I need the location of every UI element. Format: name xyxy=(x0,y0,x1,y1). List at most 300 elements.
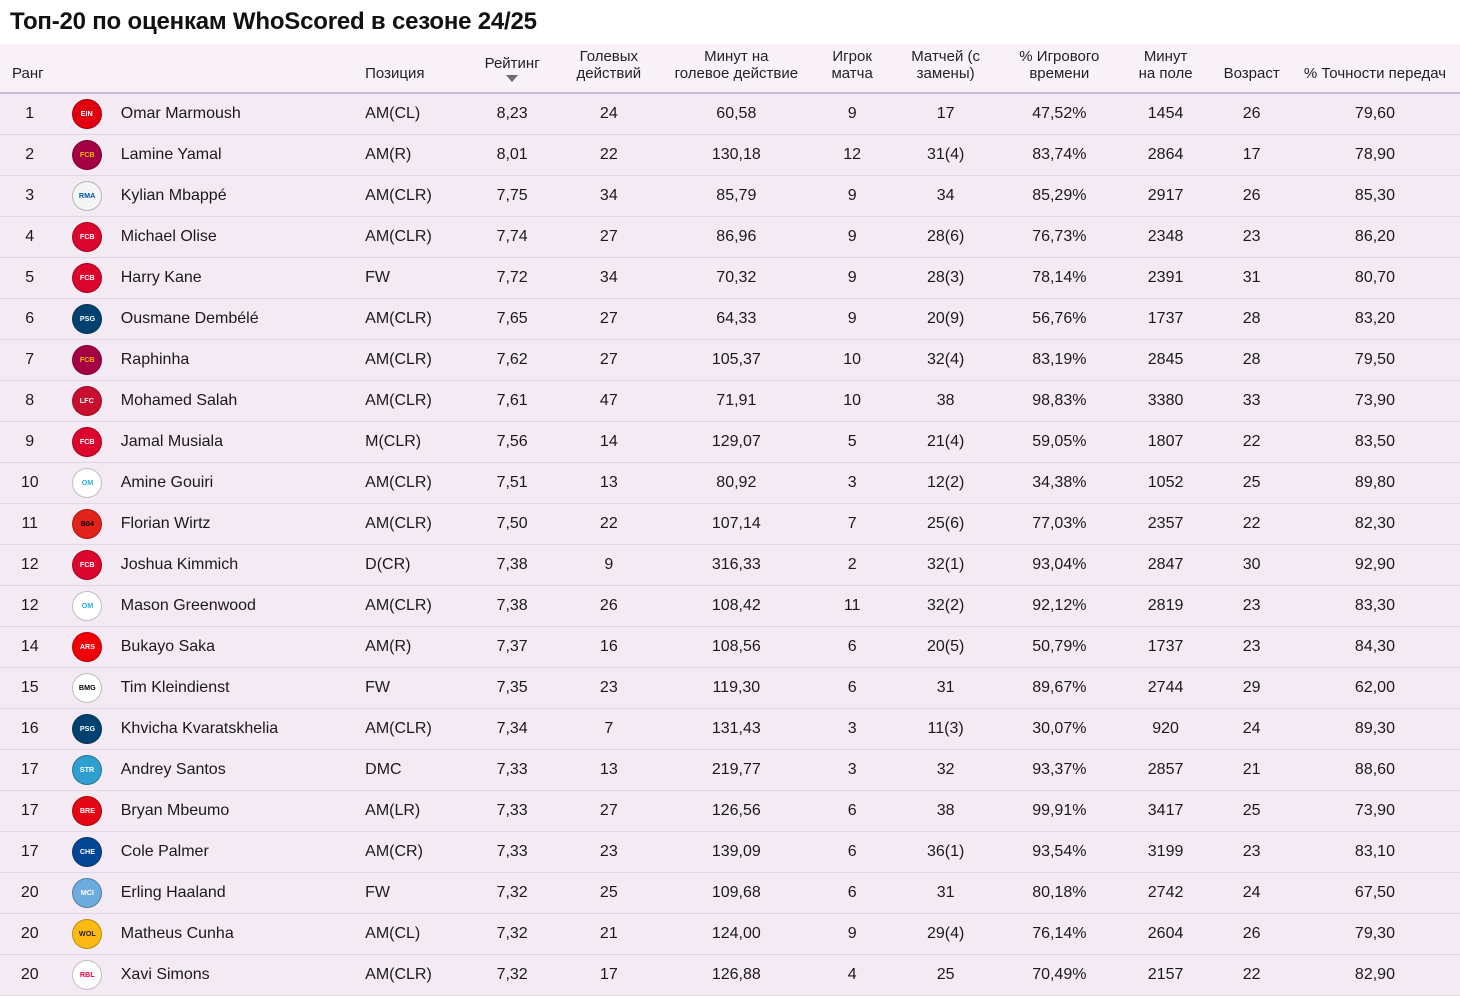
club-crest-icon: LFC xyxy=(60,381,115,422)
cell-goal-actions: 22 xyxy=(559,504,659,545)
cell-pass-accuracy: 88,60 xyxy=(1290,750,1460,791)
cell-rating: 7,56 xyxy=(465,422,559,463)
cell-goal-actions: 27 xyxy=(559,217,659,258)
cell-rating: 7,32 xyxy=(465,914,559,955)
club-crest-icon: OM xyxy=(60,463,115,504)
cell-minutes: 1052 xyxy=(1118,463,1214,504)
cell-position: AM(CLR) xyxy=(359,176,465,217)
cell-rating: 8,01 xyxy=(465,135,559,176)
cell-position: AM(CLR) xyxy=(359,381,465,422)
cell-playtime: 30,07% xyxy=(1001,709,1118,750)
cell-minutes: 1737 xyxy=(1118,299,1214,340)
cell-minutes-per-action: 126,88 xyxy=(659,955,814,996)
cell-rating: 7,38 xyxy=(465,586,559,627)
cell-goal-actions: 27 xyxy=(559,299,659,340)
cell-playtime: 76,73% xyxy=(1001,217,1118,258)
cell-goal-actions: 27 xyxy=(559,791,659,832)
cell-position: AM(CLR) xyxy=(359,463,465,504)
cell-playtime: 50,79% xyxy=(1001,627,1118,668)
club-crest-icon: MCI xyxy=(60,873,115,914)
cell-pass-accuracy: 83,20 xyxy=(1290,299,1460,340)
cell-age: 26 xyxy=(1213,93,1290,135)
cell-age: 23 xyxy=(1213,217,1290,258)
cell-position: D(CR) xyxy=(359,545,465,586)
table-row[interactable] xyxy=(0,791,1460,832)
cell-motm: 6 xyxy=(814,668,891,709)
cell-minutes: 2348 xyxy=(1118,217,1214,258)
cell-player-name: Khvicha Kvaratskhelia xyxy=(115,709,359,750)
cell-rank: 17 xyxy=(0,832,60,873)
table-row[interactable] xyxy=(0,627,1460,668)
cell-motm: 10 xyxy=(814,340,891,381)
cell-playtime: 47,52% xyxy=(1001,93,1118,135)
cell-pass-accuracy: 83,50 xyxy=(1290,422,1460,463)
cell-position: AM(R) xyxy=(359,135,465,176)
cell-minutes: 2391 xyxy=(1118,258,1214,299)
cell-goal-actions: 14 xyxy=(559,422,659,463)
cell-minutes-per-action: 86,96 xyxy=(659,217,814,258)
cell-minutes-per-action: 107,14 xyxy=(659,504,814,545)
cell-goal-actions: 7 xyxy=(559,709,659,750)
cell-age: 25 xyxy=(1213,463,1290,504)
cell-motm: 10 xyxy=(814,381,891,422)
cell-rank: 17 xyxy=(0,750,60,791)
cell-motm: 9 xyxy=(814,176,891,217)
cell-minutes: 2357 xyxy=(1118,504,1214,545)
cell-minutes: 1807 xyxy=(1118,422,1214,463)
table-row[interactable] xyxy=(0,299,1460,340)
club-crest-icon: FCB xyxy=(60,545,115,586)
cell-pass-accuracy: 79,30 xyxy=(1290,914,1460,955)
cell-age: 23 xyxy=(1213,586,1290,627)
cell-motm: 9 xyxy=(814,217,891,258)
column-header-crest xyxy=(60,44,115,93)
cell-rating: 7,35 xyxy=(465,668,559,709)
cell-motm: 7 xyxy=(814,504,891,545)
cell-minutes-per-action: 131,43 xyxy=(659,709,814,750)
cell-pass-accuracy: 84,30 xyxy=(1290,627,1460,668)
cell-player-name: Amine Gouiri xyxy=(115,463,359,504)
cell-position: AM(CLR) xyxy=(359,504,465,545)
table-row[interactable] xyxy=(0,135,1460,176)
cell-minutes: 2604 xyxy=(1118,914,1214,955)
cell-age: 31 xyxy=(1213,258,1290,299)
cell-pass-accuracy: 73,90 xyxy=(1290,791,1460,832)
table-row[interactable] xyxy=(0,422,1460,463)
cell-rating: 7,34 xyxy=(465,709,559,750)
column-header-playtime-line2: времени xyxy=(1029,65,1090,82)
cell-pass-accuracy: 89,80 xyxy=(1290,463,1460,504)
cell-minutes-per-action: 130,18 xyxy=(659,135,814,176)
cell-rank: 9 xyxy=(0,422,60,463)
column-header-motm[interactable] xyxy=(814,44,891,93)
cell-rank: 6 xyxy=(0,299,60,340)
cell-rank: 16 xyxy=(0,709,60,750)
table-body xyxy=(0,93,1460,996)
cell-pass-accuracy: 73,90 xyxy=(1290,381,1460,422)
table-row[interactable] xyxy=(0,832,1460,873)
cell-player-name: Raphinha xyxy=(115,340,359,381)
cell-playtime: 83,19% xyxy=(1001,340,1118,381)
cell-rating: 7,72 xyxy=(465,258,559,299)
cell-pass-accuracy: 79,50 xyxy=(1290,340,1460,381)
table-row[interactable] xyxy=(0,668,1460,709)
cell-age: 24 xyxy=(1213,873,1290,914)
cell-minutes-per-action: 126,56 xyxy=(659,791,814,832)
cell-motm: 9 xyxy=(814,93,891,135)
cell-pass-accuracy: 80,70 xyxy=(1290,258,1460,299)
cell-age: 26 xyxy=(1213,914,1290,955)
club-crest-icon: BMG xyxy=(60,668,115,709)
table-row[interactable] xyxy=(0,873,1460,914)
cell-rank: 20 xyxy=(0,873,60,914)
cell-position: DMC xyxy=(359,750,465,791)
cell-minutes: 2742 xyxy=(1118,873,1214,914)
cell-player-name: Lamine Yamal xyxy=(115,135,359,176)
cell-goal-actions: 24 xyxy=(559,93,659,135)
cell-player-name: Mohamed Salah xyxy=(115,381,359,422)
club-crest-icon: CHE xyxy=(60,832,115,873)
cell-age: 30 xyxy=(1213,545,1290,586)
cell-rank: 3 xyxy=(0,176,60,217)
cell-apps: 32(2) xyxy=(890,586,1001,627)
table-header xyxy=(0,44,1460,93)
cell-motm: 6 xyxy=(814,791,891,832)
column-header-rating-label: Рейтинг xyxy=(484,55,540,72)
cell-apps: 28(6) xyxy=(890,217,1001,258)
cell-age: 24 xyxy=(1213,709,1290,750)
cell-player-name: Bryan Mbeumo xyxy=(115,791,359,832)
column-header-pass-accuracy[interactable]: % Точности передач xyxy=(1290,44,1460,93)
cell-minutes: 2157 xyxy=(1118,955,1214,996)
cell-minutes-per-action: 316,33 xyxy=(659,545,814,586)
cell-player-name: Tim Kleindienst xyxy=(115,668,359,709)
table-row[interactable] xyxy=(0,504,1460,545)
cell-playtime: 92,12% xyxy=(1001,586,1118,627)
cell-position: AM(CL) xyxy=(359,914,465,955)
cell-apps: 36(1) xyxy=(890,832,1001,873)
club-crest-icon: BRE xyxy=(60,791,115,832)
cell-motm: 6 xyxy=(814,627,891,668)
column-header-position[interactable]: Позиция xyxy=(359,44,465,93)
cell-apps: 32 xyxy=(890,750,1001,791)
cell-player-name: Harry Kane xyxy=(115,258,359,299)
cell-pass-accuracy: 92,90 xyxy=(1290,545,1460,586)
cell-position: AM(CLR) xyxy=(359,340,465,381)
cell-minutes: 2819 xyxy=(1118,586,1214,627)
cell-minutes-per-action: 71,91 xyxy=(659,381,814,422)
cell-goal-actions: 25 xyxy=(559,873,659,914)
cell-player-name: Mason Greenwood xyxy=(115,586,359,627)
cell-apps: 34 xyxy=(890,176,1001,217)
cell-age: 26 xyxy=(1213,176,1290,217)
cell-rank: 2 xyxy=(0,135,60,176)
cell-pass-accuracy: 82,90 xyxy=(1290,955,1460,996)
cell-playtime: 34,38% xyxy=(1001,463,1118,504)
cell-playtime: 99,91% xyxy=(1001,791,1118,832)
cell-rating: 7,33 xyxy=(465,832,559,873)
cell-rating: 7,62 xyxy=(465,340,559,381)
table-row[interactable] xyxy=(0,340,1460,381)
cell-minutes: 2917 xyxy=(1118,176,1214,217)
cell-minutes-per-action: 129,07 xyxy=(659,422,814,463)
cell-position: M(CLR) xyxy=(359,422,465,463)
cell-apps: 11(3) xyxy=(890,709,1001,750)
cell-goal-actions: 13 xyxy=(559,463,659,504)
cell-apps: 28(3) xyxy=(890,258,1001,299)
club-crest-icon: RBL xyxy=(60,955,115,996)
cell-motm: 9 xyxy=(814,299,891,340)
club-crest-icon: ARS xyxy=(60,627,115,668)
cell-position: AM(CLR) xyxy=(359,217,465,258)
cell-apps: 32(1) xyxy=(890,545,1001,586)
cell-player-name: Xavi Simons xyxy=(115,955,359,996)
cell-rating: 7,33 xyxy=(465,791,559,832)
column-header-apps-line2: замены) xyxy=(916,65,975,82)
cell-minutes-per-action: 109,68 xyxy=(659,873,814,914)
cell-age: 23 xyxy=(1213,832,1290,873)
cell-goal-actions: 13 xyxy=(559,750,659,791)
cell-rating: 7,32 xyxy=(465,873,559,914)
club-crest-icon: FCB xyxy=(60,258,115,299)
cell-position: AM(CLR) xyxy=(359,709,465,750)
cell-player-name: Omar Marmoush xyxy=(115,93,359,135)
table-row[interactable] xyxy=(0,463,1460,504)
cell-position: AM(CLR) xyxy=(359,955,465,996)
club-crest-icon: OM xyxy=(60,586,115,627)
cell-rating: 7,50 xyxy=(465,504,559,545)
cell-goal-actions: 47 xyxy=(559,381,659,422)
cell-pass-accuracy: 86,20 xyxy=(1290,217,1460,258)
cell-age: 29 xyxy=(1213,668,1290,709)
cell-playtime: 98,83% xyxy=(1001,381,1118,422)
column-header-rank[interactable]: Ранг xyxy=(0,44,60,93)
column-header-apps[interactable] xyxy=(890,44,1001,93)
cell-goal-actions: 22 xyxy=(559,135,659,176)
cell-age: 17 xyxy=(1213,135,1290,176)
column-header-playtime[interactable] xyxy=(1001,44,1118,93)
cell-playtime: 85,29% xyxy=(1001,176,1118,217)
cell-motm: 9 xyxy=(814,914,891,955)
cell-age: 33 xyxy=(1213,381,1290,422)
column-header-rating[interactable] xyxy=(465,44,559,93)
cell-playtime: 78,14% xyxy=(1001,258,1118,299)
cell-goal-actions: 23 xyxy=(559,832,659,873)
cell-position: AM(LR) xyxy=(359,791,465,832)
cell-age: 22 xyxy=(1213,955,1290,996)
cell-motm: 9 xyxy=(814,258,891,299)
cell-player-name: Kylian Mbappé xyxy=(115,176,359,217)
cell-playtime: 93,37% xyxy=(1001,750,1118,791)
cell-playtime: 76,14% xyxy=(1001,914,1118,955)
column-header-goal-actions[interactable] xyxy=(559,44,659,93)
club-crest-icon: STR xyxy=(60,750,115,791)
cell-position: AM(CLR) xyxy=(359,586,465,627)
cell-position: AM(R) xyxy=(359,627,465,668)
cell-minutes-per-action: 85,79 xyxy=(659,176,814,217)
cell-age: 23 xyxy=(1213,627,1290,668)
table-row[interactable] xyxy=(0,93,1460,135)
cell-pass-accuracy: 83,10 xyxy=(1290,832,1460,873)
column-header-apps-line1: Матчей (с xyxy=(911,48,981,65)
column-header-minutes-per-action-line1: Минут на xyxy=(704,48,769,65)
cell-age: 28 xyxy=(1213,299,1290,340)
cell-rating: 7,37 xyxy=(465,627,559,668)
cell-player-name: Cole Palmer xyxy=(115,832,359,873)
cell-minutes: 2864 xyxy=(1118,135,1214,176)
cell-rating: 7,65 xyxy=(465,299,559,340)
cell-position: AM(CLR) xyxy=(359,299,465,340)
cell-rating: 7,33 xyxy=(465,750,559,791)
cell-minutes: 1454 xyxy=(1118,93,1214,135)
cell-rating: 7,38 xyxy=(465,545,559,586)
cell-pass-accuracy: 89,30 xyxy=(1290,709,1460,750)
cell-minutes-per-action: 64,33 xyxy=(659,299,814,340)
cell-apps: 20(9) xyxy=(890,299,1001,340)
cell-rank: 4 xyxy=(0,217,60,258)
club-crest-icon: EIN xyxy=(60,93,115,135)
cell-motm: 5 xyxy=(814,422,891,463)
cell-motm: 3 xyxy=(814,750,891,791)
cell-motm: 4 xyxy=(814,955,891,996)
cell-position: AM(CR) xyxy=(359,832,465,873)
cell-apps: 38 xyxy=(890,791,1001,832)
cell-minutes: 3199 xyxy=(1118,832,1214,873)
cell-rank: 1 xyxy=(0,93,60,135)
cell-player-name: Andrey Santos xyxy=(115,750,359,791)
cell-minutes: 2847 xyxy=(1118,545,1214,586)
cell-minutes-per-action: 70,32 xyxy=(659,258,814,299)
cell-apps: 25 xyxy=(890,955,1001,996)
column-header-minutes-per-action[interactable] xyxy=(659,44,814,93)
cell-goal-actions: 27 xyxy=(559,340,659,381)
cell-age: 22 xyxy=(1213,422,1290,463)
column-header-age[interactable]: Возраст xyxy=(1213,44,1290,93)
cell-goal-actions: 9 xyxy=(559,545,659,586)
table-row[interactable] xyxy=(0,709,1460,750)
cell-apps: 31 xyxy=(890,873,1001,914)
cell-player-name: Florian Wirtz xyxy=(115,504,359,545)
cell-playtime: 93,54% xyxy=(1001,832,1118,873)
cell-goal-actions: 34 xyxy=(559,176,659,217)
cell-pass-accuracy: 82,30 xyxy=(1290,504,1460,545)
club-crest-icon: FCB xyxy=(60,340,115,381)
column-header-minutes-per-action-line2: голевое действие xyxy=(674,65,799,82)
cell-minutes: 2744 xyxy=(1118,668,1214,709)
cell-rank: 14 xyxy=(0,627,60,668)
cell-apps: 12(2) xyxy=(890,463,1001,504)
cell-rating: 7,74 xyxy=(465,217,559,258)
cell-minutes: 3380 xyxy=(1118,381,1214,422)
cell-pass-accuracy: 79,60 xyxy=(1290,93,1460,135)
cell-motm: 12 xyxy=(814,135,891,176)
column-header-minutes-line1: Минут xyxy=(1143,48,1188,65)
cell-position: FW xyxy=(359,668,465,709)
cell-goal-actions: 34 xyxy=(559,258,659,299)
club-crest-icon: PSG xyxy=(60,299,115,340)
header-row xyxy=(0,44,1460,93)
cell-motm: 6 xyxy=(814,873,891,914)
rankings-table xyxy=(0,44,1460,996)
cell-playtime: 80,18% xyxy=(1001,873,1118,914)
cell-minutes-per-action: 139,09 xyxy=(659,832,814,873)
cell-goal-actions: 21 xyxy=(559,914,659,955)
cell-rating: 8,23 xyxy=(465,93,559,135)
cell-playtime: 77,03% xyxy=(1001,504,1118,545)
cell-player-name: Joshua Kimmich xyxy=(115,545,359,586)
cell-age: 28 xyxy=(1213,340,1290,381)
cell-apps: 17 xyxy=(890,93,1001,135)
column-header-motm-line1: Игрок xyxy=(832,48,872,65)
table-row[interactable] xyxy=(0,381,1460,422)
cell-rating: 7,75 xyxy=(465,176,559,217)
cell-playtime: 59,05% xyxy=(1001,422,1118,463)
cell-minutes-per-action: 124,00 xyxy=(659,914,814,955)
cell-player-name: Erling Haaland xyxy=(115,873,359,914)
table-row[interactable] xyxy=(0,586,1460,627)
cell-playtime: 89,67% xyxy=(1001,668,1118,709)
cell-minutes: 3417 xyxy=(1118,791,1214,832)
cell-rank: 5 xyxy=(0,258,60,299)
cell-age: 21 xyxy=(1213,750,1290,791)
cell-pass-accuracy: 78,90 xyxy=(1290,135,1460,176)
cell-rank: 11 xyxy=(0,504,60,545)
cell-minutes-per-action: 60,58 xyxy=(659,93,814,135)
cell-apps: 25(6) xyxy=(890,504,1001,545)
cell-position: FW xyxy=(359,258,465,299)
cell-rank: 15 xyxy=(0,668,60,709)
cell-position: AM(CL) xyxy=(359,93,465,135)
cell-minutes: 1737 xyxy=(1118,627,1214,668)
table-row[interactable] xyxy=(0,176,1460,217)
cell-minutes-per-action: 108,42 xyxy=(659,586,814,627)
table-row[interactable] xyxy=(0,217,1460,258)
column-header-minutes[interactable] xyxy=(1118,44,1214,93)
cell-apps: 31 xyxy=(890,668,1001,709)
column-header-playtime-line1: % Игрового xyxy=(1019,48,1100,65)
cell-apps: 21(4) xyxy=(890,422,1001,463)
cell-player-name: Michael Olise xyxy=(115,217,359,258)
club-crest-icon: PSG xyxy=(60,709,115,750)
table-row[interactable] xyxy=(0,914,1460,955)
cell-rank: 8 xyxy=(0,381,60,422)
cell-rating: 7,32 xyxy=(465,955,559,996)
cell-minutes: 920 xyxy=(1118,709,1214,750)
table-row[interactable] xyxy=(0,955,1460,996)
cell-motm: 3 xyxy=(814,709,891,750)
cell-goal-actions: 26 xyxy=(559,586,659,627)
column-header-minutes-line2: на поле xyxy=(1138,65,1193,82)
cell-rating: 7,61 xyxy=(465,381,559,422)
cell-age: 25 xyxy=(1213,791,1290,832)
table-row[interactable] xyxy=(0,750,1460,791)
cell-pass-accuracy: 67,50 xyxy=(1290,873,1460,914)
cell-apps: 29(4) xyxy=(890,914,1001,955)
column-header-goal-actions-line2: действий xyxy=(576,65,642,82)
cell-minutes-per-action: 108,56 xyxy=(659,627,814,668)
cell-rank: 12 xyxy=(0,586,60,627)
column-header-goal-actions-line1: Голевых xyxy=(579,48,639,65)
cell-playtime: 93,04% xyxy=(1001,545,1118,586)
club-crest-icon: FCB xyxy=(60,422,115,463)
column-header-player[interactable] xyxy=(115,44,359,93)
table-row[interactable] xyxy=(0,258,1460,299)
cell-rank: 10 xyxy=(0,463,60,504)
cell-minutes-per-action: 105,37 xyxy=(659,340,814,381)
club-crest-icon: WOL xyxy=(60,914,115,955)
table-row[interactable] xyxy=(0,545,1460,586)
cell-position: FW xyxy=(359,873,465,914)
